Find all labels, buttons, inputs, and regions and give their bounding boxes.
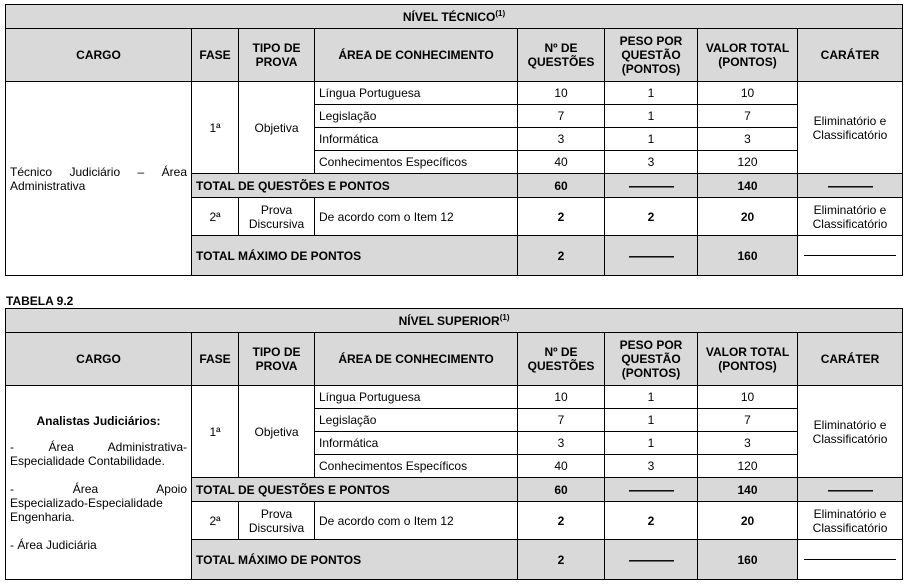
- total-peso: ---------------: [605, 478, 698, 502]
- peso-cell: 1: [605, 386, 698, 409]
- total-valor: 140: [698, 174, 798, 198]
- header-tipo-prova: TIPO DE PROVA: [239, 29, 315, 82]
- cargo-cell: [6, 386, 192, 580]
- tipo-prova-cell: Prova Discursiva: [239, 502, 315, 540]
- cargo-line: Especializado-Especialidade: [10, 495, 163, 510]
- valor-cell: 10: [698, 386, 798, 409]
- cargo-line: Administrativa: [10, 178, 86, 193]
- table-nivel-tecnico: [5, 4, 903, 276]
- peso-cell: 2: [605, 502, 698, 540]
- total-carater: ---------------: [798, 174, 903, 198]
- max-questoes: 2: [518, 540, 605, 580]
- valor-cell: 120: [698, 455, 798, 478]
- cargo-line: Especialidade Contabilidade.: [10, 453, 165, 468]
- cargo-title: Analistas Judiciários:: [36, 413, 161, 428]
- questoes-cell: 10: [518, 82, 605, 105]
- carater-cell: Eliminatório e Classificatório: [798, 82, 903, 174]
- area-cell: Informática: [315, 128, 518, 151]
- tipo-prova-cell: Objetiva: [239, 82, 315, 174]
- tipo-prova-cell: Prova Discursiva: [239, 198, 315, 236]
- carater-cell: Eliminatório e Classificatório: [798, 502, 903, 540]
- questoes-cell: 40: [518, 151, 605, 174]
- max-valor: 160: [698, 540, 798, 580]
- fase-cell: 1ª: [192, 386, 239, 478]
- area-cell: Legislação: [315, 409, 518, 432]
- header-cargo: CARGO: [6, 29, 192, 82]
- max-label: TOTAL MÁXIMO DE PONTOS: [192, 236, 518, 276]
- header-num-questoes: Nº DE QUESTÕES: [518, 29, 605, 82]
- questoes-cell: 2: [518, 198, 605, 236]
- total-peso: ---------------: [605, 174, 698, 198]
- header-fase: FASE: [192, 29, 239, 82]
- max-peso: ---------------: [605, 236, 698, 276]
- divider-line: [804, 559, 896, 560]
- table-title: NÍVEL SUPERIOR$^{(1)}$: [6, 309, 903, 333]
- fase-cell: 2ª: [192, 502, 239, 540]
- valor-cell: 7: [698, 409, 798, 432]
- valor-cell: 3: [698, 128, 798, 151]
- peso-cell: 3: [605, 151, 698, 174]
- cargo-line: - Área Administrativa-: [10, 439, 187, 454]
- peso-cell: 1: [605, 432, 698, 455]
- valor-cell: 120: [698, 151, 798, 174]
- max-label: TOTAL MÁXIMO DE PONTOS: [192, 540, 518, 580]
- questoes-cell: 10: [518, 386, 605, 409]
- area-cell: Legislação: [315, 105, 518, 128]
- valor-cell: 3: [698, 432, 798, 455]
- area-cell: De acordo com o Item 12: [315, 502, 518, 540]
- valor-cell: 7: [698, 105, 798, 128]
- total-carater: ---------------: [798, 478, 903, 502]
- area-cell: Informática: [315, 432, 518, 455]
- total-valor: 140: [698, 478, 798, 502]
- header-carater: CARÁTER: [798, 29, 903, 82]
- questoes-cell: 2: [518, 502, 605, 540]
- peso-cell: 1: [605, 82, 698, 105]
- cargo-line: - Área Apoio: [10, 481, 187, 496]
- header-num-questoes: Nº DE QUESTÕES: [518, 333, 605, 386]
- header-peso: PESO POR QUESTÃO (PONTOS): [605, 333, 698, 386]
- table-title: NÍVEL TÉCNICO$^{(1)}$: [6, 5, 903, 29]
- peso-cell: 1: [605, 409, 698, 432]
- fase-cell: 2ª: [192, 198, 239, 236]
- fase-cell: 1ª: [192, 82, 239, 174]
- carater-cell: Eliminatório e Classificatório: [798, 386, 903, 478]
- table-label: TABELA 9.2: [6, 294, 74, 308]
- carater-cell: Eliminatório e Classificatório: [798, 198, 903, 236]
- area-cell: Conhecimentos Específicos: [315, 455, 518, 478]
- header-valor-total: VALOR TOTAL (PONTOS): [698, 29, 798, 82]
- header-peso: PESO POR QUESTÃO (PONTOS): [605, 29, 698, 82]
- valor-cell: 20: [698, 198, 798, 236]
- peso-cell: 3: [605, 455, 698, 478]
- area-cell: Conhecimentos Específicos: [315, 151, 518, 174]
- area-cell: Língua Portuguesa: [315, 82, 518, 105]
- max-carater: [798, 540, 903, 580]
- cargo-line: Técnico Judiciário – Área: [10, 164, 187, 179]
- divider-line: [804, 255, 896, 256]
- questoes-cell: 7: [518, 409, 605, 432]
- header-tipo-prova: TIPO DE PROVA: [239, 333, 315, 386]
- questoes-cell: 3: [518, 432, 605, 455]
- valor-cell: 20: [698, 502, 798, 540]
- total-label: TOTAL DE QUESTÕES E PONTOS: [192, 478, 518, 502]
- header-area: ÁREA DE CONHECIMENTO: [315, 29, 518, 82]
- peso-cell: 1: [605, 105, 698, 128]
- area-cell: Língua Portuguesa: [315, 386, 518, 409]
- questoes-cell: 40: [518, 455, 605, 478]
- questoes-cell: 7: [518, 105, 605, 128]
- tipo-prova-cell: Objetiva: [239, 386, 315, 478]
- cargo-line: Engenharia.: [10, 509, 75, 524]
- max-questoes: 2: [518, 236, 605, 276]
- header-fase: FASE: [192, 333, 239, 386]
- max-valor: 160: [698, 236, 798, 276]
- table-nivel-superior: [5, 308, 903, 580]
- header-cargo: CARGO: [6, 333, 192, 386]
- total-questoes: 60: [518, 174, 605, 198]
- header-carater: CARÁTER: [798, 333, 903, 386]
- peso-cell: 2: [605, 198, 698, 236]
- valor-cell: 10: [698, 82, 798, 105]
- cargo-line: - Área Judiciária: [10, 537, 97, 552]
- total-label: TOTAL DE QUESTÕES E PONTOS: [192, 174, 518, 198]
- total-questoes: 60: [518, 478, 605, 502]
- max-peso: ---------------: [605, 540, 698, 580]
- area-cell: De acordo com o Item 12: [315, 198, 518, 236]
- cargo-cell: [6, 82, 192, 276]
- questoes-cell: 3: [518, 128, 605, 151]
- header-valor-total: VALOR TOTAL (PONTOS): [698, 333, 798, 386]
- peso-cell: 1: [605, 128, 698, 151]
- max-carater: [798, 236, 903, 276]
- header-area: ÁREA DE CONHECIMENTO: [315, 333, 518, 386]
